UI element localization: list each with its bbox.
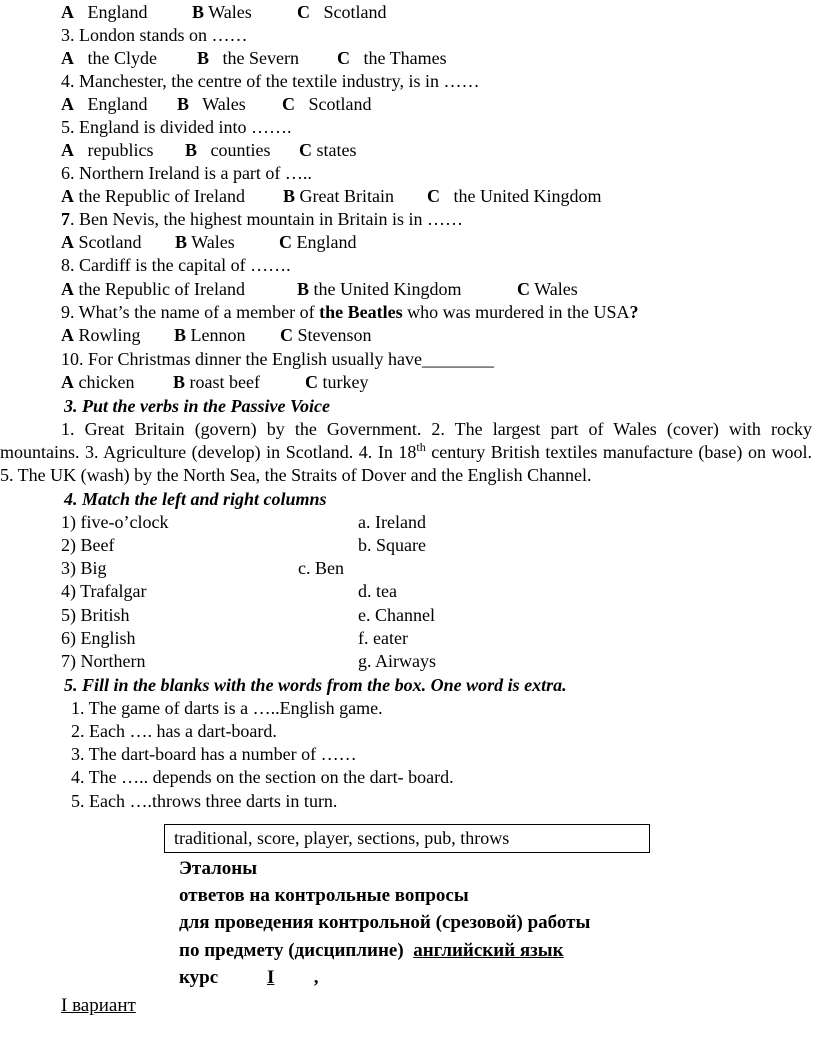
option-letter: B xyxy=(197,48,210,68)
q8-options xyxy=(61,278,578,301)
option-letter: C xyxy=(279,232,292,252)
reference-line3: для проведения контрольной (срезовой) работы xyxy=(179,912,591,933)
option-letter: B xyxy=(177,94,190,114)
q3-question: 3. London stands on …… xyxy=(61,25,248,45)
q10-option-a: chicken xyxy=(78,372,135,392)
section3-text xyxy=(0,418,812,487)
reference-subject-value: английский язык xyxy=(413,940,564,961)
fill-item: 2. Each …. has a dart-board. xyxy=(71,721,277,741)
q10-question: 10. For Christmas dinner the English usually have________ xyxy=(61,349,494,369)
match-left-item: 5) British xyxy=(61,605,130,625)
match-left-item: 2) Beef xyxy=(61,535,115,555)
option-letter: A xyxy=(61,232,74,252)
option-letter: C xyxy=(517,279,530,299)
option-letter: B xyxy=(185,140,198,160)
reference-line2: ответов на контрольные вопросы xyxy=(179,885,469,906)
option-letter: B xyxy=(283,186,296,206)
match-left-item: 7) Northern xyxy=(61,651,146,671)
q9-question-bold: the Beatles xyxy=(319,302,403,322)
option-letter: C xyxy=(280,325,293,345)
q10-options xyxy=(61,371,369,394)
match-right-item: c. Ben xyxy=(298,558,344,578)
match-left-item: 3) Big xyxy=(61,558,107,578)
q6-options xyxy=(61,185,602,208)
q9-question-mark: ? xyxy=(629,302,639,322)
section3-text-part1: 1. Great Britain (govern) by the Government. 2. The largest part of Wales (cover) with rocky mountains. 3. Agriculture (develop) in Scotland. 4. In 18 xyxy=(0,419,812,462)
q3-option-b: the Severn xyxy=(222,48,299,68)
q3-option-c: the Thames xyxy=(363,48,447,68)
option-letter: A xyxy=(61,48,74,68)
option-letter: A xyxy=(61,140,74,160)
option-letter: C xyxy=(299,140,312,160)
q3-option-a: the Clyde xyxy=(87,48,157,68)
word-box-text: traditional, score, player, sections, pub, throws xyxy=(174,828,510,848)
q4-options xyxy=(61,93,372,116)
fill-item: 4. The ….. depends on the section on the dart- board. xyxy=(71,767,454,787)
q5-options xyxy=(61,139,357,162)
match-right-item: g. Airways xyxy=(358,651,436,671)
reference-title: Эталоны xyxy=(179,858,258,879)
reference-course-label: курс xyxy=(179,967,228,988)
section3-heading: 3. Put the verbs in the Passive Voice xyxy=(64,396,330,416)
q8-option-b: the United Kingdom xyxy=(313,279,462,299)
option-letter: A xyxy=(61,2,74,22)
q7-option-b: Wales xyxy=(191,232,235,252)
match-right-item: d. tea xyxy=(358,581,397,601)
option-letter: A xyxy=(61,94,74,114)
q8-question: 8. Cardiff is the capital of ……. xyxy=(61,255,291,275)
option-letter: B xyxy=(297,279,310,299)
q9-option-c: Stevenson xyxy=(297,325,372,345)
q7-question xyxy=(61,208,463,231)
option-letter: B xyxy=(192,2,205,22)
reference-line5 xyxy=(179,964,318,991)
q5-option-a: republics xyxy=(87,140,154,160)
section5-heading: 5. Fill in the blanks with the words from the box. One word is extra. xyxy=(64,675,567,695)
option-letter: A xyxy=(61,186,74,206)
q2-options xyxy=(61,1,387,24)
q10-option-c: turkey xyxy=(322,372,369,392)
reference-line4 xyxy=(179,937,564,964)
match-left-item: 1) five-o’clock xyxy=(61,512,169,532)
q7-number: 7 xyxy=(61,209,70,229)
q8-option-a: the Republic of Ireland xyxy=(78,279,245,299)
section4-heading: 4. Match the left and right columns xyxy=(64,489,327,509)
q8-option-c: Wales xyxy=(534,279,578,299)
option-letter: C xyxy=(427,186,440,206)
reference-course-value: I xyxy=(266,967,275,988)
option-letter: C xyxy=(282,94,295,114)
option-letter: C xyxy=(337,48,350,68)
q7-question-text: . Ben Nevis, the highest mountain in Britain is in …… xyxy=(70,209,463,229)
q10-option-b: roast beef xyxy=(189,372,260,392)
q9-option-b: Lennon xyxy=(190,325,246,345)
q4-option-a: England xyxy=(87,94,148,114)
option-letter: A xyxy=(61,279,74,299)
q5-option-c: states xyxy=(316,140,357,160)
option-letter: B xyxy=(175,232,188,252)
q7-option-c: England xyxy=(296,232,357,252)
variant-label: I вариант xyxy=(61,995,136,1016)
word-box xyxy=(164,824,650,853)
reference-course-suffix: , xyxy=(313,967,319,988)
q5-option-b: counties xyxy=(210,140,271,160)
q5-question: 5. England is divided into ……. xyxy=(61,117,292,137)
option-letter: A xyxy=(61,325,74,345)
q9-options xyxy=(61,324,372,347)
q6-option-c: the United Kingdom xyxy=(453,186,602,206)
q6-option-b: Great Britain xyxy=(299,186,394,206)
q6-question: 6. Northern Ireland is a part of ….. xyxy=(61,163,312,183)
q3-options xyxy=(61,47,447,70)
q4-option-b: Wales xyxy=(202,94,246,114)
q2-option-c: Scotland xyxy=(323,2,387,22)
option-letter: C xyxy=(297,2,310,22)
option-letter: C xyxy=(305,372,318,392)
fill-item: 1. The game of darts is a …..English game. xyxy=(71,698,383,718)
match-left-item: 4) Trafalgar xyxy=(61,581,147,601)
q9-option-a: Rowling xyxy=(78,325,141,345)
match-right-item: b. Square xyxy=(358,535,426,555)
q6-option-a: the Republic of Ireland xyxy=(78,186,245,206)
match-right-item: e. Channel xyxy=(358,605,435,625)
match-right-item: a. Ireland xyxy=(358,512,426,532)
q9-question xyxy=(61,301,639,324)
section3-text-part2: century British textiles manufacture (base) on wool. 5. The UK (wash) by the North Sea, the Straits of Dover and the English Channel. xyxy=(0,442,812,485)
q2-option-b: Wales xyxy=(208,2,252,22)
q9-question-end: who was murdered in the USA xyxy=(402,302,630,322)
section3-sup: th xyxy=(416,440,426,454)
option-letter: A xyxy=(61,372,74,392)
q2-option-a: England xyxy=(87,2,148,22)
reference-subject-label: по предмету (дисциплине) xyxy=(179,940,414,961)
fill-item: 3. The dart-board has a number of …… xyxy=(71,744,357,764)
fill-item: 5. Each ….throws three darts in turn. xyxy=(71,791,338,811)
q4-option-c: Scotland xyxy=(308,94,372,114)
q9-question-start: 9. What’s the name of a member of xyxy=(61,302,320,322)
match-right-item: f. eater xyxy=(358,628,408,648)
option-letter: B xyxy=(173,372,186,392)
q7-options xyxy=(61,231,357,254)
q4-question: 4. Manchester, the centre of the textile industry, is in …… xyxy=(61,71,480,91)
match-left-item: 6) English xyxy=(61,628,136,648)
option-letter: B xyxy=(174,325,187,345)
q7-option-a: Scotland xyxy=(78,232,142,252)
